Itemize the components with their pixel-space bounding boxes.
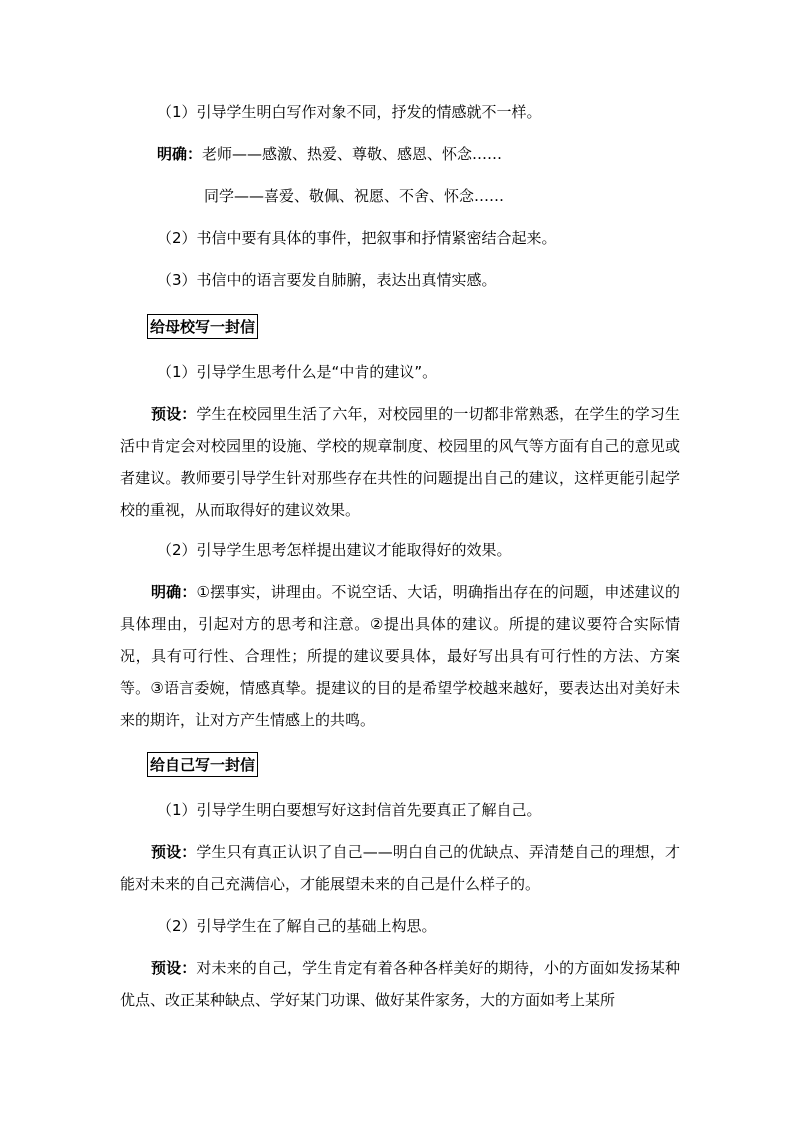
paragraph-preset-2 [120,836,680,900]
section-heading-school-letter: 给母校写一封信 [147,314,258,339]
paragraph-text: （2）书信中要有具体的事件，把叙事和抒情紧密结合起来。 [157,229,557,247]
paragraph-text: （2）引导学生在了解自己的基础上构思。 [157,917,437,935]
paragraph-guide-2 [120,222,680,254]
paragraph-guide-4 [120,356,680,388]
preset-label: 预设： [151,959,197,977]
clarify-label: 明确： [151,583,197,601]
paragraph-text: （2）引导学生思考怎样提出建议才能取得好的效果。 [157,541,512,559]
paragraph-text: （3）书信中的语言要发自肺腑，表达出真情实感。 [157,271,497,289]
paragraph-text: 学生只有真正认识了自己——明白自己的优缺点、弄清楚自己的理想，才能对未来的自己充满信心，才能展望未来的自己是什么样子的。 [120,843,680,893]
paragraph-text: （1）引导学生明白写作对象不同，抒发的情感就不一样。 [157,103,542,121]
paragraph-guide-7 [120,910,680,942]
paragraph-text: 对未来的自己，学生肯定有着各种各样美好的期待，小的方面如发扬某种优点、改正某种缺点、学好某门功课、做好某件家务，大的方面如考上某所 [120,959,680,1009]
paragraph-guide-1 [120,96,680,128]
paragraph-guide-6 [120,794,680,826]
paragraph-text: 同学——喜爱、敬佩、祝愿、不舍、怀念…… [204,187,505,205]
clarify-label: 明确： [157,145,203,163]
paragraph-clarify-1 [120,138,680,170]
section-heading-self-letter: 给自己写一封信 [147,752,258,777]
paragraph-text: （1）引导学生思考什么是“中肯的建议”。 [157,363,438,381]
paragraph-classmates [120,180,680,212]
preset-label: 预设： [151,843,197,861]
paragraph-guide-5 [120,534,680,566]
paragraph-preset-1 [120,398,680,526]
paragraph-clarify-2 [120,576,680,736]
paragraph-text: （1）引导学生明白要想写好这封信首先要真正了解自己。 [157,801,542,819]
paragraph-text: 老师——感激、热爱、尊敬、感恩、怀念…… [202,145,503,163]
paragraph-preset-3 [120,952,680,1016]
paragraph-guide-3 [120,264,680,296]
paragraph-text: ①摆事实，讲理由。不说空话、大话，明确指出存在的问题，申述建议的具体理由，引起对方的思考和注意。②提出具体的建议。所提的建议要符合实际情况，具有可行性、合理性；所提的建议要具体，最好写出具有可行性的方法、方案等。③语言委婉，情感真挚。提建议的目的是希望学校越来越好，要表达出对美好未来的期许，让对方产生情感上的共鸣。 [120,583,680,729]
preset-label: 预设： [151,405,197,423]
paragraph-text: 学生在校园里生活了六年，对校园里的一切都非常熟悉，在学生的学习生活中肯定会对校园里的设施、学校的规章制度、校园里的风气等方面有自己的意见或者建议。教师要引导学生针对那些存在共性的问题提出自己的建议，这样更能引起学校的重视，从而取得好的建议效果。 [120,405,680,519]
